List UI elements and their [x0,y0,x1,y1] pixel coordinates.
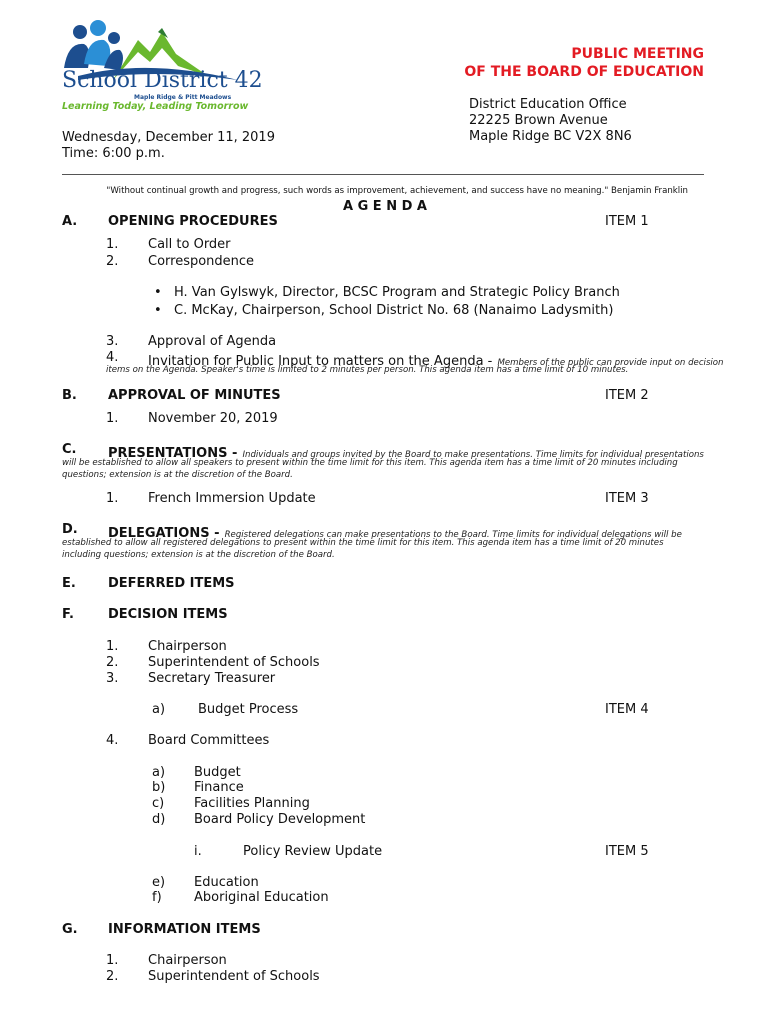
meeting-time: Time: 6:00 p.m. [62,146,165,161]
sub-sub-item-number: i. [194,844,202,859]
sub-item-letter: a) [152,702,166,717]
sub-item-letter: d) [152,812,166,827]
sub-item: Budget Process [198,702,299,717]
section-f-title: DECISION ITEMS [108,607,228,622]
section-c-title: PRESENTATIONS - [108,446,238,461]
sub-item: Education [194,875,259,890]
list-item-number: 1. [106,639,119,654]
list-item: Board Committees [148,733,270,748]
logo-tagline: Learning Today, Leading Tomorrow [62,101,249,112]
header-divider [62,174,704,175]
sub-item-letter: a) [152,765,166,780]
list-item-number: 1. [106,411,119,426]
list-item-number: 2. [106,655,119,670]
sub-item-letter: c) [152,796,165,811]
section-a-title: OPENING PROCEDURES [108,214,278,229]
meeting-title-line1: PUBLIC MEETING [571,46,704,62]
section-d-title: DELEGATIONS - [108,526,220,541]
list-item-number: 1. [106,237,119,252]
section-d-note: including questions; extension is at the discretion of the Board. [62,550,335,560]
sub-item: Board Policy Development [194,812,366,827]
list-item-number: 2. [106,969,119,984]
section-d-note: Registered delegations can make presentations to the Board. Time limits for individual delegations will be [224,530,682,540]
sub-item: Facilities Planning [194,796,310,811]
list-item-number: 3. [106,334,119,349]
section-g-title: INFORMATION ITEMS [108,922,261,937]
quote: "Without continual growth and progress, such words as improvement, achievement, and success have no meaning." Benjamin Franklin [106,186,688,196]
list-item: Superintendent of Schools [148,655,320,670]
list-item: Approval of Agenda [148,334,277,349]
section-b-item: ITEM 2 [605,388,649,403]
section-a-letter: A. [62,214,78,229]
list-item: French Immersion Update [148,491,316,506]
sub-item: Finance [194,780,244,795]
section-a-item: ITEM 1 [605,214,649,229]
bullet-item: C. McKay, Chairperson, School District No. 68 (Nanaimo Ladysmith) [174,303,614,318]
list-item-number: 1. [106,491,119,506]
sub-item-letter: b) [152,780,166,795]
list-item: Chairperson [148,639,227,654]
section-e-title: DEFERRED ITEMS [108,576,235,591]
section-d-note: established to allow all registered delegations to present within the time limit for this item. This agenda item has a time limit of 20 minutes [62,538,664,548]
list-item: Superintendent of Schools [148,969,320,984]
section-f-item-5: ITEM 5 [605,844,649,859]
list-item: Chairperson [148,953,227,968]
list-item-number: 1. [106,953,119,968]
section-c-item: ITEM 3 [605,491,649,506]
meeting-title-line2: OF THE BOARD OF EDUCATION [464,64,704,80]
address-line2: 22225 Brown Avenue [469,113,608,128]
section-c-note: Individuals and groups invited by the Board to make presentations. Time limits for individual presentations [242,450,704,460]
bullet-icon: • [154,285,162,300]
section-f-item-4: ITEM 4 [605,702,649,717]
list-item-number: 4. [106,350,119,365]
bullet-icon: • [154,303,162,318]
agenda-heading: A G E N D A [343,199,427,214]
sub-item: Budget [194,765,241,780]
list-item: Call to Order [148,237,231,252]
section-g-letter: G. [62,922,78,937]
section-c-letter: C. [62,442,77,457]
address-line1: District Education Office [469,97,627,112]
list-item: Correspondence [148,254,255,269]
section-b-title: APPROVAL OF MINUTES [108,388,281,403]
section-f-letter: F. [62,607,74,622]
section-d-letter: D. [62,522,78,537]
address-line3: Maple Ridge BC V2X 8N6 [469,129,632,144]
list-item-note: items on the Agenda. Speaker's time is limited to 2 minutes per person. This agenda item has a time limit of 10 minutes. [106,365,629,375]
list-item-text: Invitation for Public Input to matters on the Agenda - [148,354,493,369]
section-c-note: questions; extension is at the discretion of the Board. [62,470,293,480]
list-item-note: Members of the public can provide input on decision [497,358,724,368]
sub-item: Aboriginal Education [194,890,329,905]
section-e-letter: E. [62,576,76,591]
section-b-letter: B. [62,388,77,403]
sub-item-letter: e) [152,875,166,890]
sub-item-letter: f) [152,890,162,905]
list-item-number: 3. [106,671,119,686]
meeting-date: Wednesday, December 11, 2019 [62,130,275,145]
list-item: Secretary Treasurer [148,671,276,686]
logo-subtitle: Maple Ridge & Pitt Meadows [134,94,232,101]
bullet-item: H. Van Gylswyk, Director, BCSC Program and Strategic Policy Branch [174,285,620,300]
logo-title: School District 42 [62,68,263,93]
list-item-number: 2. [106,254,119,269]
section-c-note: will be established to allow all speakers to present within the time limit for this item. This agenda item has a time limit of 20 minutes including [62,458,678,468]
list-item: November 20, 2019 [148,411,278,426]
district-logo [58,18,263,118]
sub-sub-item: Policy Review Update [243,844,383,859]
list-item-number: 4. [106,733,119,748]
